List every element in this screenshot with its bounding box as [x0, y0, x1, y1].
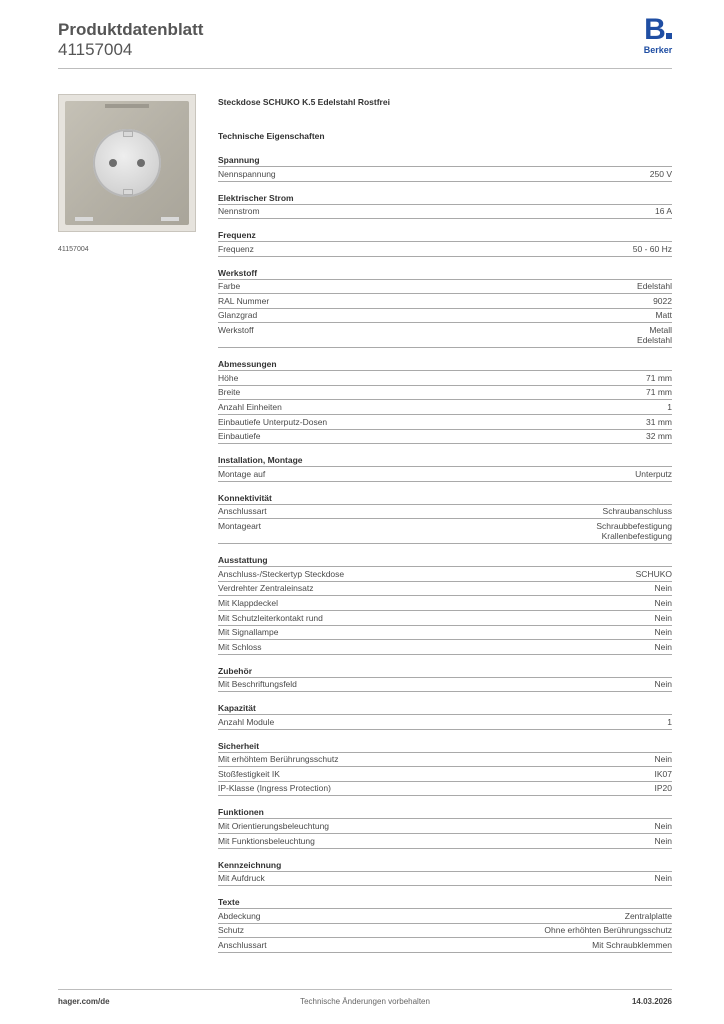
spec-row	[218, 610, 672, 625]
spec-value: Nein	[654, 597, 672, 608]
spec-label: Einbautiefe Unterputz-Dosen	[218, 416, 328, 427]
spec-label: Anzahl Einheiten	[218, 401, 282, 412]
spec-label: Höhe	[218, 372, 239, 383]
spec-value: 32 mm	[646, 431, 672, 442]
plate-foot-right	[161, 217, 179, 221]
logo-text: Berker	[643, 45, 673, 55]
spec-label: Breite	[218, 387, 241, 398]
plate-foot-left	[75, 217, 93, 221]
spec-label: Glanzgrad	[218, 310, 258, 321]
product-image	[58, 94, 196, 232]
section-title: Werkstoff	[218, 267, 258, 278]
spec-label: Anzahl Module	[218, 716, 275, 727]
spec-label: Montage auf	[218, 468, 266, 479]
spec-label: Anschlussart	[218, 506, 267, 517]
spec-row	[218, 414, 672, 429]
footer-website: hager.com/de	[58, 997, 110, 1006]
spec-row	[218, 204, 672, 220]
spec-row	[218, 818, 672, 833]
spec-value: 1	[667, 716, 672, 727]
section-title: Spannung	[218, 155, 260, 165]
spec-label: Frequenz	[218, 243, 254, 254]
spec-value: Nein	[654, 612, 672, 623]
spec-label: Mit Aufdruck	[218, 873, 265, 883]
spec-value: 71 mm	[646, 387, 672, 398]
spec-value: Metall Edelstahl	[637, 324, 672, 346]
spec-sections	[218, 154, 672, 953]
spec-row	[218, 293, 672, 308]
spec-label: Mit Klappdeckel	[218, 597, 279, 608]
spec-value: Schraubbefestigung Krallenbefestigung	[596, 520, 672, 542]
spec-section	[218, 154, 672, 182]
spec-value: Nein	[654, 873, 672, 883]
spec-row	[218, 908, 672, 923]
header-divider	[58, 68, 672, 69]
plate-brand-mark	[105, 104, 149, 108]
spec-row	[218, 399, 672, 414]
spec-row	[218, 308, 672, 323]
section-title: Konnektivität	[218, 492, 272, 503]
cover-plate	[65, 101, 189, 225]
spec-row	[218, 766, 672, 781]
spec-value: 50 - 60 Hz	[632, 243, 672, 254]
spec-label: Verdrehter Zentraleinsatz	[218, 583, 314, 594]
spec-section	[218, 229, 672, 257]
spec-section	[218, 740, 672, 797]
spec-row	[218, 714, 672, 730]
spec-value: Nein	[654, 820, 672, 831]
section-title: Abmessungen	[218, 359, 277, 370]
earth-contact-top	[123, 131, 133, 137]
spec-label: IP-Klasse (Ingress Protection)	[218, 783, 331, 794]
product-specs	[218, 96, 672, 953]
spec-row	[218, 518, 672, 544]
document-header	[58, 20, 203, 60]
spec-label: Mit Schloss	[218, 641, 262, 652]
spec-row	[218, 937, 672, 953]
section-title: Frequenz	[218, 230, 256, 240]
spec-label: Farbe	[218, 281, 241, 291]
section-title: Kennzeichnung	[218, 859, 282, 870]
logo-dot	[666, 33, 672, 39]
spec-section	[218, 358, 672, 444]
spec-label: Mit Signallampe	[218, 627, 279, 638]
socket-pin-left	[109, 159, 117, 167]
spec-value: SCHUKO	[635, 568, 672, 579]
spec-row	[218, 581, 672, 596]
spec-label: Montageart	[218, 520, 261, 531]
spec-value: Edelstahl	[637, 281, 672, 291]
earth-contact-bottom	[123, 189, 133, 195]
spec-row	[218, 833, 672, 849]
spec-value: Nein	[654, 754, 672, 765]
spec-section	[218, 859, 672, 887]
section-title: Zubehör	[218, 665, 252, 676]
logo-letter: B	[644, 13, 665, 46]
spec-value: Zentralplatte	[624, 910, 672, 921]
spec-row	[218, 504, 672, 519]
spec-value: Schraubanschluss	[602, 506, 672, 517]
document-number: 41157004	[58, 40, 133, 59]
socket-icon	[93, 129, 161, 197]
spec-label: Werkstoff	[218, 324, 254, 335]
spec-label: Anschlussart	[218, 939, 267, 950]
spec-row	[218, 871, 672, 887]
spec-value: 1	[667, 401, 672, 412]
socket-pin-right	[137, 159, 145, 167]
spec-label: Mit Orientierungsbeleuchtung	[218, 820, 330, 831]
spec-value: Nein	[654, 679, 672, 690]
spec-value: Unterputz	[635, 468, 672, 479]
spec-value: 250 V	[649, 168, 672, 179]
spec-row	[218, 752, 672, 767]
spec-section	[218, 806, 672, 848]
spec-row	[218, 429, 672, 445]
spec-row	[218, 241, 672, 257]
section-title: Elektrischer Strom	[218, 192, 294, 203]
spec-row	[218, 639, 672, 655]
document-title: Produktdatenblatt	[58, 20, 204, 39]
spec-label: Anschluss-/Steckertyp Steckdose	[218, 568, 345, 579]
properties-title: Technische Eigenschaften	[218, 131, 325, 141]
spec-label: Mit erhöhtem Berührungsschutz	[218, 754, 339, 765]
spec-value: Nein	[654, 835, 672, 846]
product-name: Steckdose SCHUKO K.5 Edelstahl Rostfrei	[218, 97, 390, 107]
spec-value: Nein	[654, 583, 672, 594]
spec-section	[218, 702, 672, 730]
spec-label: Nennstrom	[218, 206, 260, 216]
spec-row	[218, 923, 672, 938]
spec-row	[218, 625, 672, 640]
spec-value: Nein	[654, 641, 672, 652]
section-title: Installation, Montage	[218, 455, 303, 466]
spec-row	[218, 385, 672, 400]
spec-value: IK07	[654, 768, 672, 779]
spec-value: 31 mm	[646, 416, 672, 427]
spec-value: 71 mm	[646, 372, 672, 383]
spec-label: Nennspannung	[218, 168, 276, 179]
spec-row	[218, 322, 672, 348]
spec-section	[218, 554, 672, 654]
spec-row	[218, 466, 672, 482]
spec-row	[218, 166, 672, 182]
berker-logo	[640, 13, 676, 55]
spec-value: Ohne erhöhten Berührungsschutz	[544, 925, 672, 936]
spec-row	[218, 370, 672, 385]
berker-logo-mark	[640, 13, 676, 46]
section-title: Ausstattung	[218, 555, 268, 566]
spec-section	[218, 665, 672, 693]
spec-section	[218, 267, 672, 349]
section-title: Sicherheit	[218, 740, 260, 751]
spec-row	[218, 781, 672, 797]
spec-value: Nein	[654, 627, 672, 638]
spec-value: IP20	[654, 783, 672, 794]
spec-label: Schutz	[218, 925, 244, 936]
spec-value: 16 A	[654, 206, 672, 216]
image-caption: 41157004	[58, 246, 89, 253]
spec-value: 9022	[653, 295, 672, 306]
spec-value: Mit Schraubklemmen	[592, 939, 672, 950]
spec-label: Mit Schutzleiterkontakt rund	[218, 612, 323, 623]
footer-notice: Technische Änderungen vorbehalten	[300, 997, 430, 1006]
footer-divider	[58, 989, 672, 990]
section-title: Funktionen	[218, 807, 264, 818]
spec-row	[218, 677, 672, 693]
spec-value: Matt	[655, 310, 672, 321]
spec-label: Stoßfestigkeit IK	[218, 768, 280, 779]
spec-label: Abdeckung	[218, 910, 261, 921]
section-title: Kapazität	[218, 703, 256, 714]
spec-row	[218, 279, 672, 294]
spec-label: Einbautiefe	[218, 431, 261, 442]
spec-label: Mit Funktionsbeleuchtung	[218, 835, 315, 846]
spec-section	[218, 896, 672, 953]
section-title: Texte	[218, 897, 240, 907]
spec-row	[218, 566, 672, 581]
spec-label: RAL Nummer	[218, 295, 270, 306]
spec-section	[218, 454, 672, 482]
spec-section	[218, 492, 672, 545]
spec-label: Mit Beschriftungsfeld	[218, 679, 297, 690]
spec-section	[218, 192, 672, 220]
footer-date: 14.03.2026	[631, 997, 672, 1006]
spec-row	[218, 595, 672, 610]
